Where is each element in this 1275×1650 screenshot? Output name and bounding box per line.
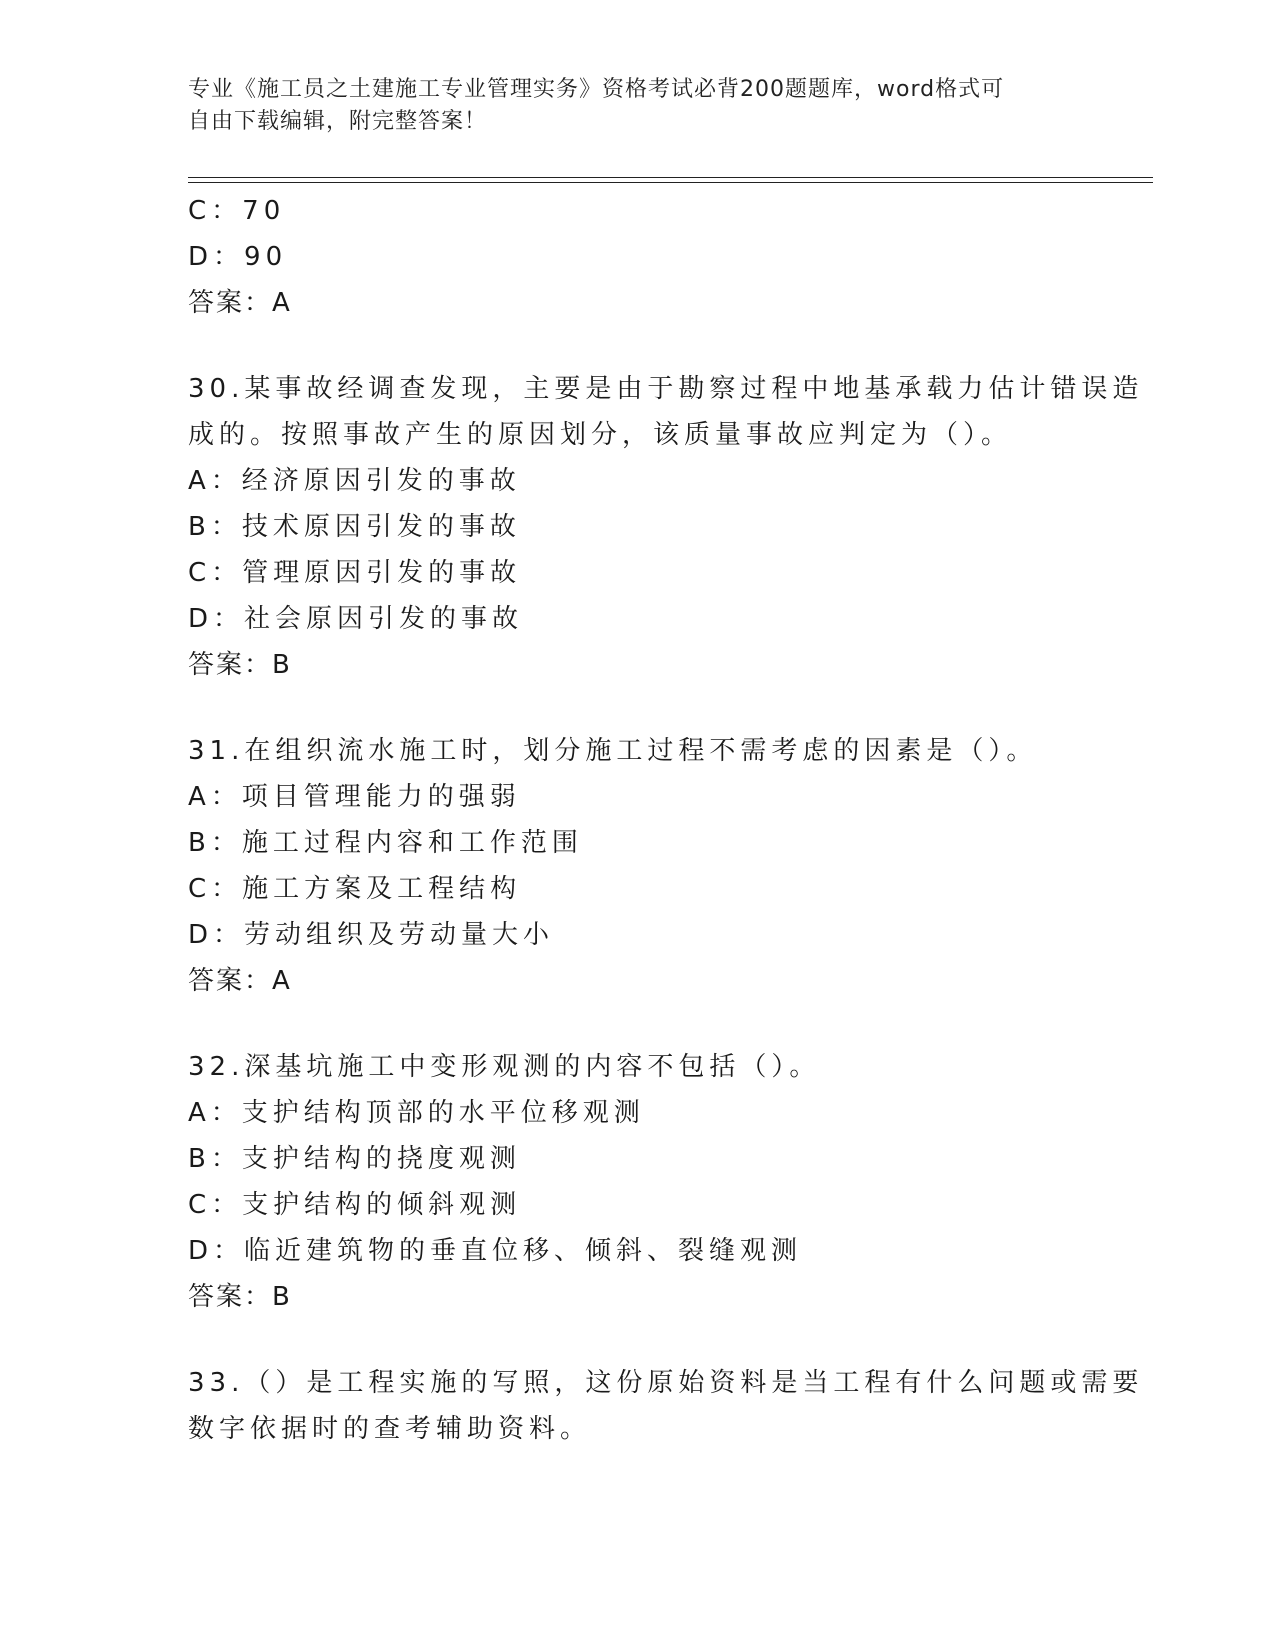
option-d: D：社会原因引发的事故 [188, 604, 524, 634]
option-c: C：支护结构的倾斜观测 [188, 1190, 522, 1220]
question-32 [188, 1044, 1088, 1320]
option-a: A：经济原因引发的事故 [188, 466, 521, 496]
option-a: A：项目管理能力的强弱 [188, 782, 521, 812]
option-a: A：支护结构顶部的水平位移观测 [188, 1098, 645, 1128]
option-b: B：支护结构的挠度观测 [188, 1144, 521, 1174]
option-d: D：临近建筑物的垂直位移、倾斜、裂缝观测 [188, 1236, 803, 1266]
option-d: D：劳动组织及劳动量大小 [188, 920, 555, 950]
question-33 [188, 1360, 1144, 1452]
option-b: B：施工过程内容和工作范围 [188, 828, 583, 858]
question-stem: 33.（）是工程实施的写照，这份原始资料是当工程有什么问题或需要 [188, 1368, 1144, 1398]
question-stem: 数字依据时的查考辅助资料。 [188, 1414, 592, 1444]
option-c: C：70 [188, 196, 286, 226]
answer: 答案：B [188, 650, 292, 680]
header-line-2: 自由下载编辑，附完整答案！ [188, 109, 488, 134]
question-stem: 30.某事故经调查发现，主要是由于勘察过程中地基承载力估计错误造 [188, 374, 1144, 404]
option-b: B：技术原因引发的事故 [188, 512, 521, 542]
question-content [188, 188, 1144, 1452]
option-c: C：管理原因引发的事故 [188, 558, 522, 588]
option-c: C：施工方案及工程结构 [188, 874, 522, 904]
header-rule-top [188, 177, 1153, 178]
question-31 [188, 728, 1088, 1004]
answer: 答案：A [188, 966, 292, 996]
question-stem: 成的。按照事故产生的原因划分，该质量事故应判定为（）。 [188, 420, 1013, 450]
header-rule-bottom [188, 182, 1153, 183]
answer: 答案：B [188, 1282, 292, 1312]
option-d: D：90 [188, 242, 288, 272]
question-stem: 31.在组织流水施工时，划分施工过程不需考虑的因素是（）。 [188, 736, 1038, 766]
page-header [188, 74, 1088, 138]
question-30 [188, 366, 1144, 688]
header-line-1: 专业《施工员之土建施工专业管理实务》资格考试必背200题题库，word格式可 [188, 77, 1005, 102]
question-stem: 32.深基坑施工中变形观测的内容不包括（）。 [188, 1052, 821, 1082]
answer: 答案：A [188, 288, 292, 318]
question-29-tail [188, 188, 1088, 326]
